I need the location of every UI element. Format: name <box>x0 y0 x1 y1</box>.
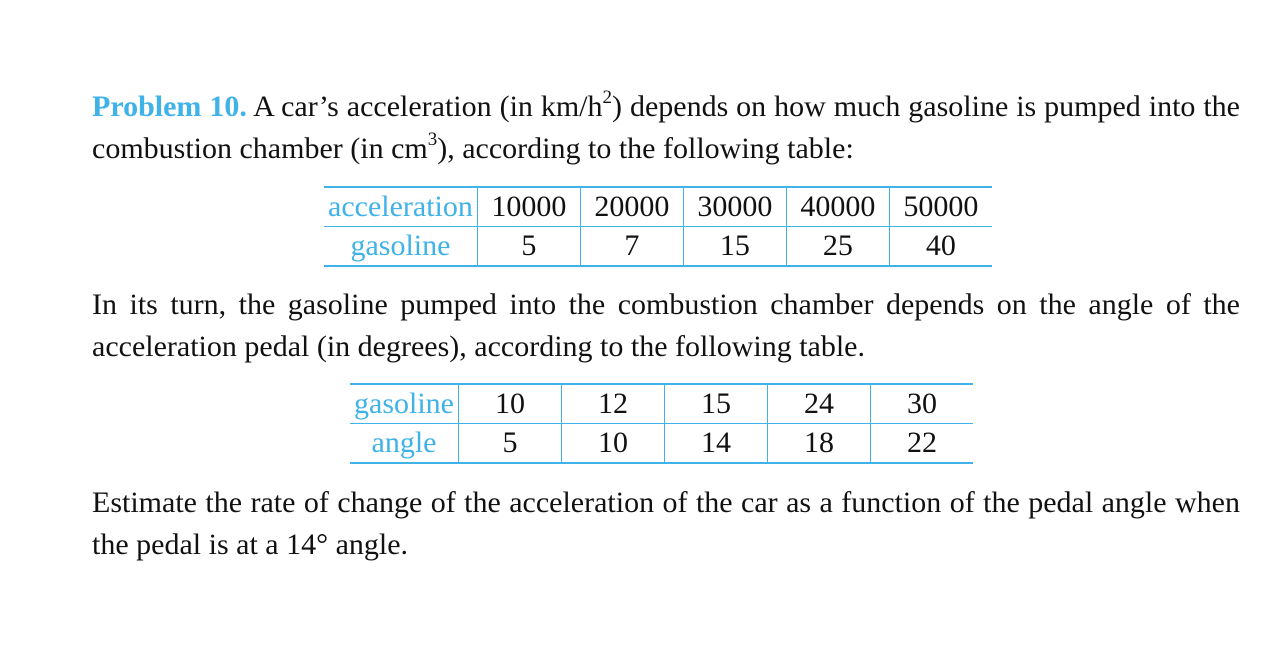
acceleration-gasoline-table <box>324 186 992 267</box>
problem-label: Problem 10. <box>92 90 247 123</box>
table-cell: 7 <box>580 227 683 267</box>
gasoline-angle-table <box>350 383 973 464</box>
problem-intro-text-b: ) depends on how much gasoline is pumped into the combustion chamber (in cm <box>92 90 1240 165</box>
table-cell: 10 <box>561 424 664 464</box>
problem-intro-text-a: A car’s acceleration (in km/h <box>246 90 603 123</box>
table-cell: 22 <box>870 424 973 464</box>
second-paragraph-block <box>92 284 1240 368</box>
row-header-angle: angle <box>371 426 437 459</box>
table-cell: 30000 <box>683 187 786 227</box>
row-header-gasoline: gasoline <box>350 384 458 424</box>
question-block <box>92 482 1240 566</box>
table-cell: 15 <box>664 384 767 424</box>
question-paragraph: Estimate the rate of change of the acceleration of the car as a function of the pedal angle when the pedal is at a 14° angle. <box>92 486 1240 561</box>
problem-intro-text-c: ), according to the following table: <box>437 132 854 165</box>
table-row <box>324 187 992 227</box>
table-cell: 18 <box>767 424 870 464</box>
table-cell: 10000 <box>477 187 580 227</box>
row-header-gasoline: gasoline <box>350 229 451 262</box>
table-cell: 12 <box>561 384 664 424</box>
problem-statement <box>92 86 1240 170</box>
table-cell: 40 <box>889 227 992 267</box>
problem-intro-paragraph <box>92 86 1240 170</box>
table-row <box>350 424 973 464</box>
table-cell: 30 <box>870 384 973 424</box>
table-cell: 15 <box>683 227 786 267</box>
table-cell: 50000 <box>889 187 992 227</box>
table-row <box>350 384 973 424</box>
table-cell: 10 <box>458 384 561 424</box>
table-cell: 25 <box>786 227 889 267</box>
table-cell: 40000 <box>786 187 889 227</box>
row-header-acceleration: acceleration <box>324 187 477 227</box>
second-paragraph: In its turn, the gasoline pumped into the combustion chamber depends on the angle of the acceleration pedal (in degrees), according to the following table. <box>92 288 1240 363</box>
superscript-2: 2 <box>602 87 613 108</box>
table-row <box>324 227 992 267</box>
table-cell: 14 <box>664 424 767 464</box>
table-cell: 5 <box>458 424 561 464</box>
table-cell: 20000 <box>580 187 683 227</box>
superscript-3: 3 <box>427 129 438 150</box>
table-cell: 5 <box>477 227 580 267</box>
table-cell: 24 <box>767 384 870 424</box>
